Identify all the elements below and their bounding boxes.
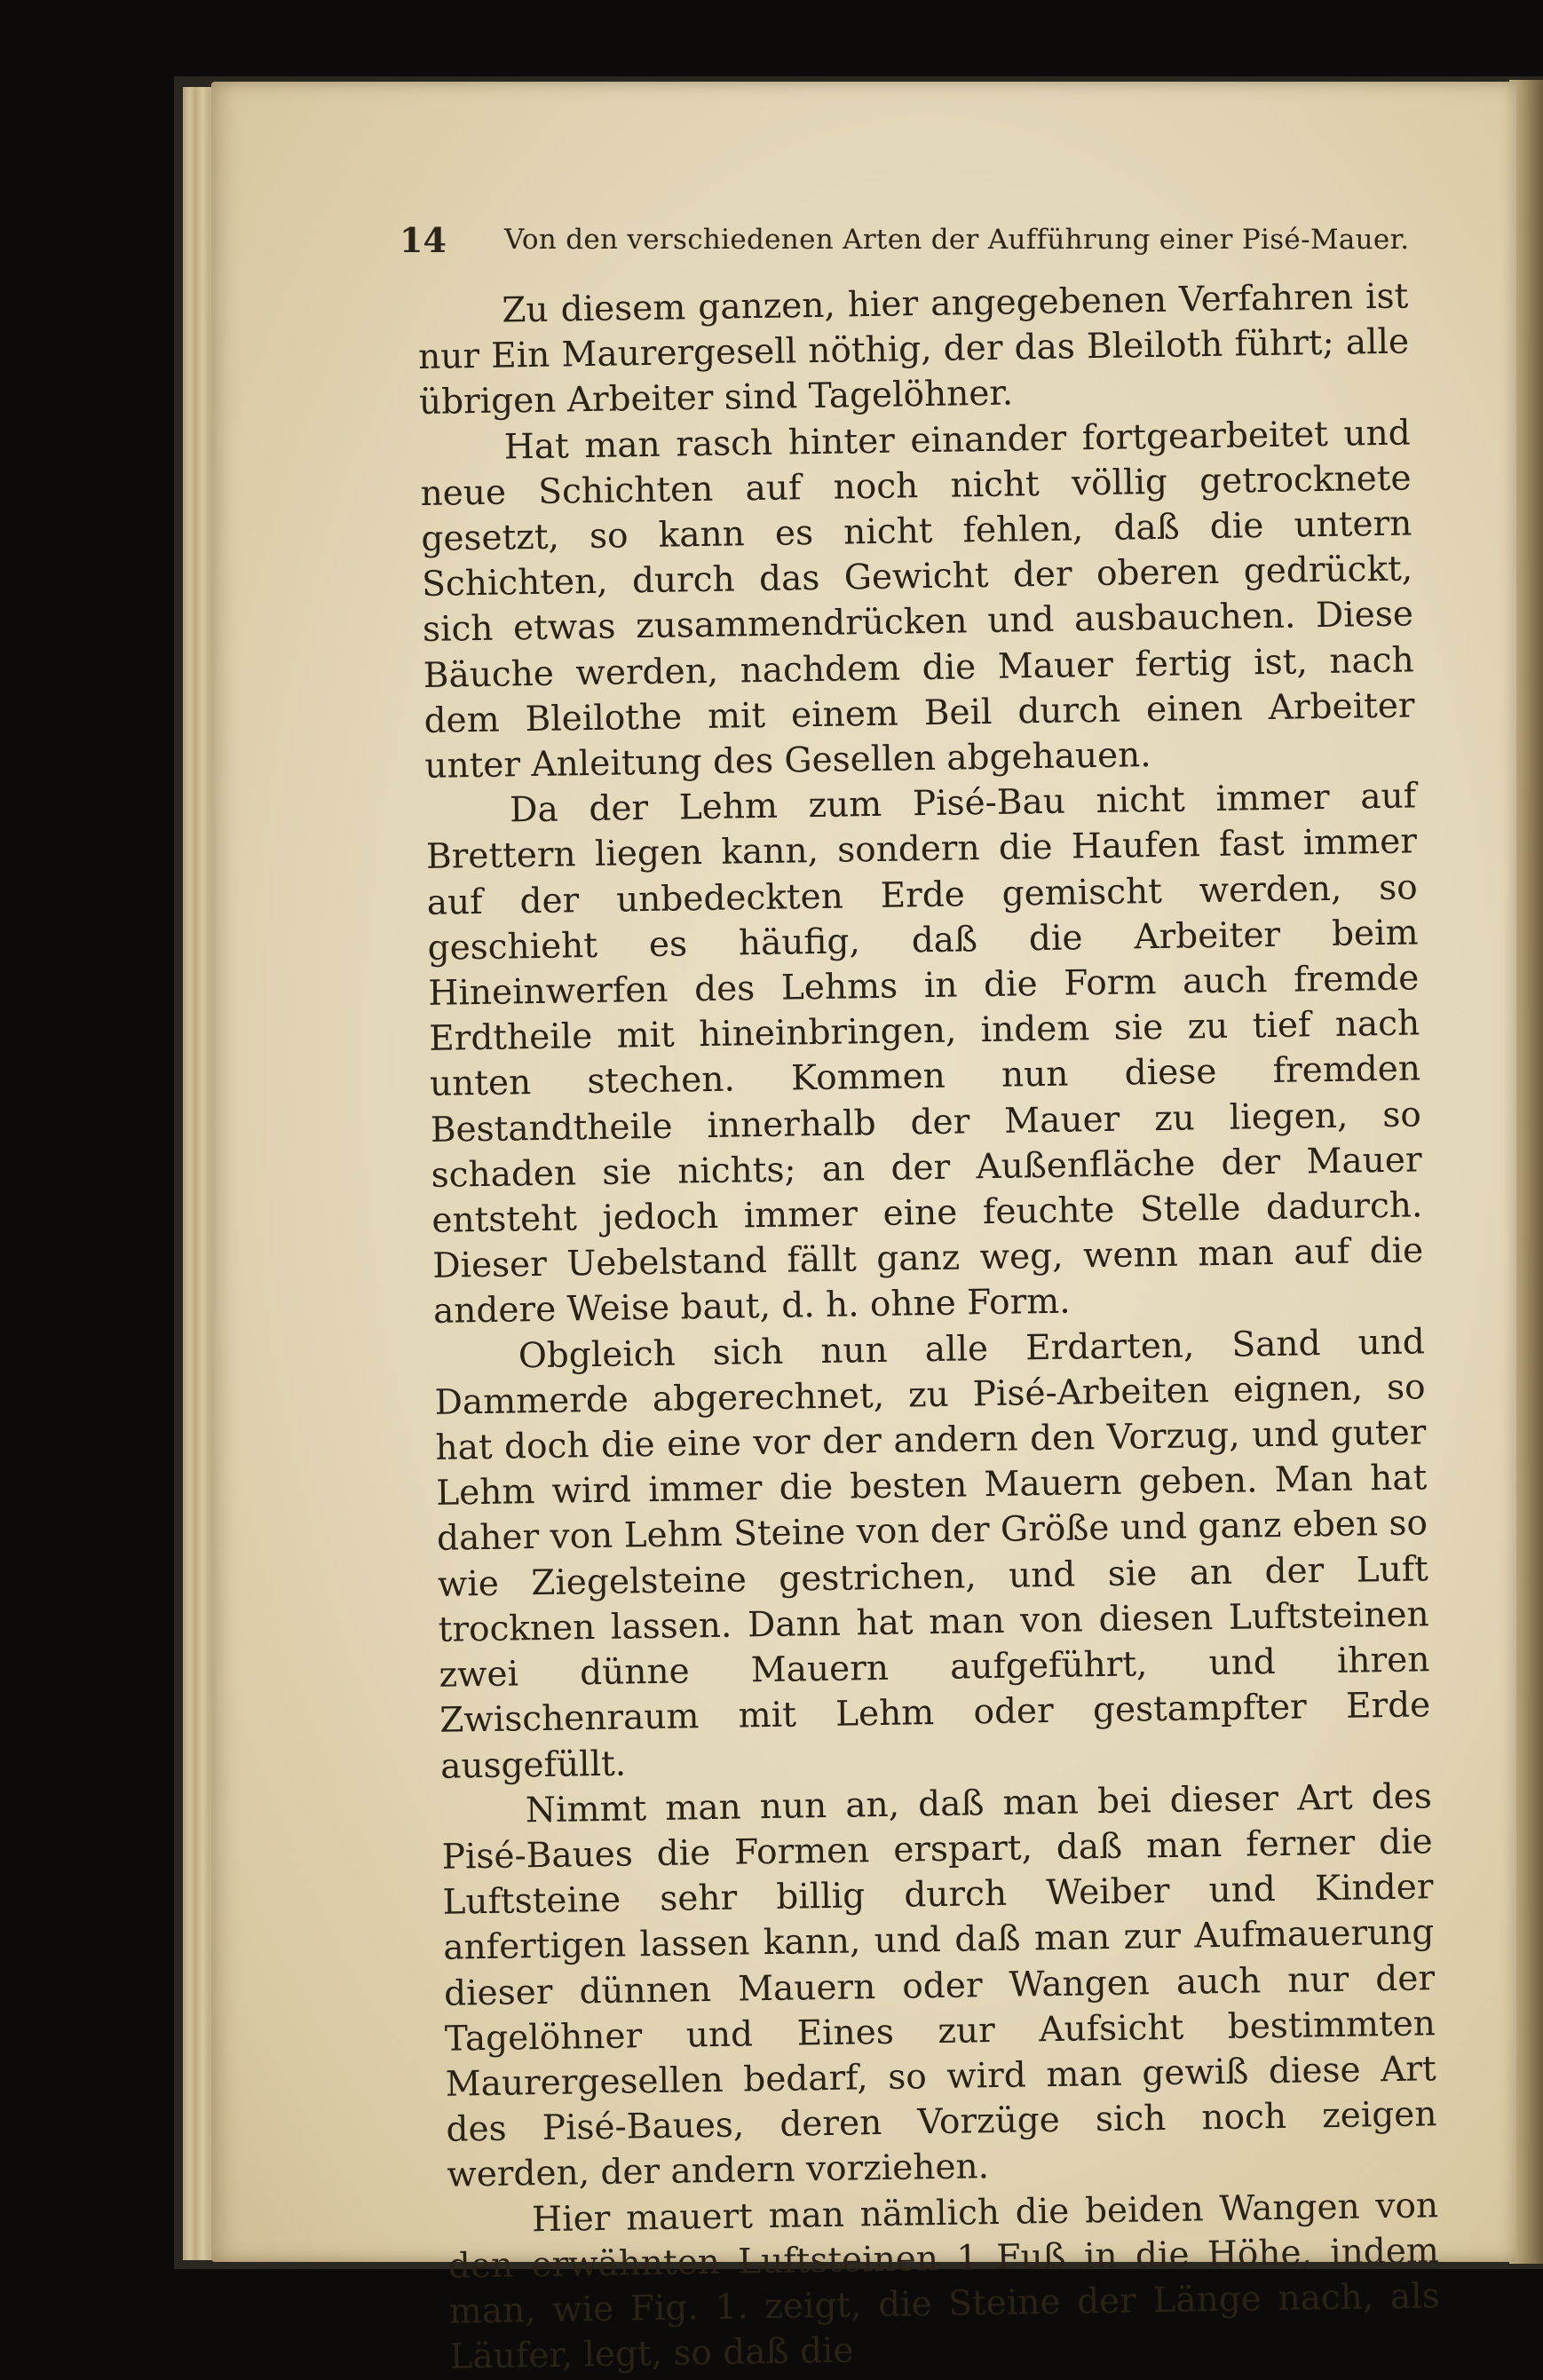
running-title: Von den verschiedenen Arten der Aufführung einer Pisé-Mauer. — [504, 224, 1410, 256]
page-number: 14 — [400, 220, 447, 260]
paragraph: Hat man rasch hinter einander fortgearbeitet und neue Schichten auf noch nicht völlig getrocknete gesetzt, so kann es nicht fehlen, daß die untern Schichten, durch das Gewicht der oberen gedrückt, sich etwas zusammendrücken und ausbauchen. Diese Bäuche werden, nachdem die Mauer fertig ist, nach dem Bleilothe mit einem Beil durch einen Arbeiter unter Anleitung des Gesellen abgehauen. — [420, 413, 1415, 787]
paragraph: Da der Lehm zum Pisé-Bau nicht immer auf Brettern liegen kann, sondern die Haufen fast immer auf der unbedeckten Erde gemischt werden, so geschieht es häufig, daß die Arbeiter beim Hineinwerfen des Lehms in die Form auch fremde Erdtheile mit hineinbringen, indem sie zu tief nach unten stechen. Kommen nun diese fremden Bestandtheile innerhalb der Mauer zu liegen, so schaden sie nichts; an der Außenfläche der Mauer entsteht jedoch immer eine feuchte Stelle dadurch. Dieser Uebelstand fällt ganz weg, wenn man auf die andere Weise baut, d. h. ohne Form. — [425, 776, 1424, 1332]
body-text — [417, 273, 1441, 2380]
paragraph: Nimmt man nun an, daß man bei dieser Art des Pisé-Baues die Formen erspart, daß man ferner die Luftsteine sehr billig durch Weiber und Kinder anfertigen lassen kann, und daß man zur Aufmauerung dieser dünnen Mauern oder Wangen auch nur der Tagelöhner und Eines zur Aufsicht bestimmten Maurergesellen bedarf, so wird man gewiß diese Art des Pisé-Baues, deren Vorzüge sich noch zeigen werden, der andern vorziehen. — [441, 1775, 1437, 2196]
paragraph: Zu diesem ganzen, hier angegebenen Verfahren ist nur Ein Maurergesell nöthig, der das Bleiloth führt; alle übrigen Arbeiter sind Tagelöhner. — [417, 276, 1410, 423]
paragraph: Obgleich sich nun alle Erdarten, Sand und Dammerde abgerechnet, zu Pisé-Arbeiten eignen, so hat doch die eine vor der andern den Vorzug, und guter Lehm wird immer die besten Mauern geben. Man hat daher von Lehm Steine von der Größe und ganz eben so wie Ziegelsteine gestrichen, und sie an der Luft trocknen lassen. Dann hat man von diesen Luftsteinen zwei dünne Mauern aufgeführt, und ihren Zwischenraum mit Lehm oder gestampfter Erde ausgefüllt. — [434, 1321, 1431, 1787]
page-header — [400, 220, 1420, 273]
paragraph: Hier mauert man nämlich die beiden Wangen von den erwähnten Luftsteinen 1 Fuß in die Höhe, indem man, wie Fig. 1. zeigt, die Steine der Länge nach, als Läufer, legt, so daß die — [447, 2185, 1441, 2377]
